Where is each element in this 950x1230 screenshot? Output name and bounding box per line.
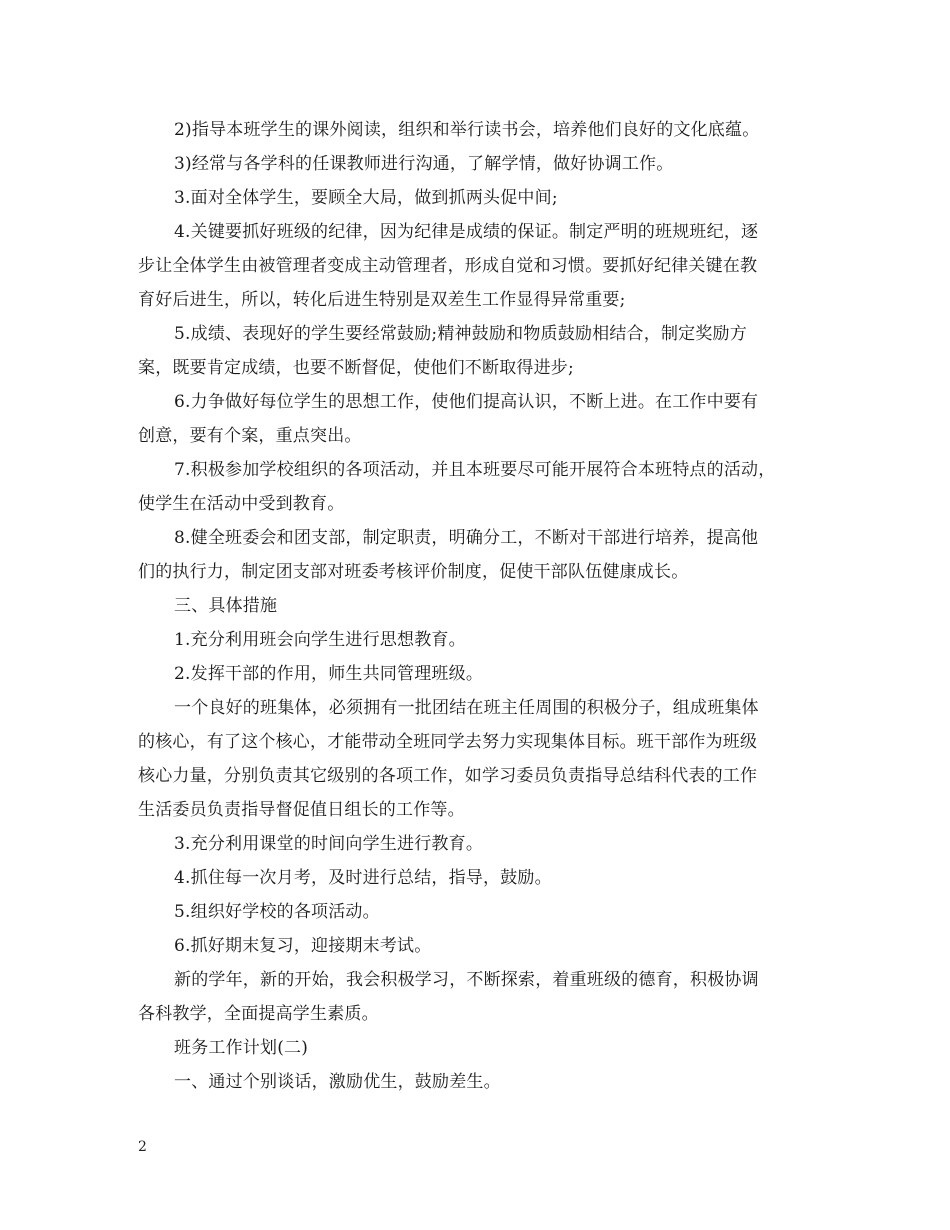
- paragraph-line-first: 3.充分利用课堂的时间向学生进行教育。: [174, 834, 484, 854]
- paragraph-line: 创意，要有个案，重点突出。: [138, 426, 362, 446]
- paragraph-line-first: 新的学年，新的开始，我会积极学习，不断探索，着重班级的德育，积极协调: [174, 970, 759, 990]
- paragraph-line-first: 5.组织好学校的各项活动。: [174, 902, 380, 922]
- paragraph-line-first: 班务工作计划(二): [174, 1038, 309, 1058]
- paragraph-line: 案，既要肯定成绩，也要不断督促，使他们不断取得进步;: [138, 358, 574, 378]
- paragraph-line-first: 4.抓住每一次月考，及时进行总结，指导，鼓励。: [174, 868, 552, 888]
- paragraph-line: 育好后进生，所以，转化后进生特别是双差生工作显得异常重要;: [138, 290, 626, 310]
- paragraph-line-first: 8.健全班委会和团支部，制定职责，明确分工，不断对干部进行培养，提高他: [174, 528, 759, 548]
- document-body: [138, 113, 818, 1099]
- paragraph-line-first: 6.力争做好每位学生的思想工作，使他们提高认识，不断上进。在工作中要有: [174, 392, 759, 412]
- paragraph-line-first: 6.抓好期末复习，迎接期末考试。: [174, 936, 432, 956]
- paragraph-line-first: 3.面对全体学生，要顾全大局，做到抓两头促中间;: [174, 188, 558, 208]
- paragraph-line: 们的执行力，制定团支部对班委考核评价制度，促使干部队伍健康成长。: [138, 562, 689, 582]
- paragraph-line-first: 4.关键要抓好班级的纪律，因为纪律是成绩的保证。制定严明的班规班纪，逐: [174, 222, 759, 242]
- paragraph-line-first: 2)指导本班学生的课外阅读，组织和举行读书会，培养他们良好的文化底蕴。: [174, 120, 760, 140]
- paragraph-line-first: 一、通过个别谈话，激励优生，鼓励差生。: [174, 1072, 501, 1092]
- paragraph-line-first: 7.积极参加学校组织的各项活动，并且本班要尽可能开展符合本班特点的活动，: [174, 460, 776, 480]
- paragraph-line: 生活委员负责指导督促值日组长的工作等。: [138, 800, 465, 820]
- paragraph-line: 步让全体学生由被管理者变成主动管理者，形成自觉和习惯。要抓好纪律关键在教: [138, 256, 758, 276]
- paragraph-line: 使学生在活动中受到教育。: [138, 494, 345, 514]
- paragraph-line-first: 5.成绩、表现好的学生要经常鼓励;精神鼓励和物质鼓励相结合，制定奖励方: [174, 324, 747, 344]
- page-number: 2: [138, 1139, 147, 1155]
- paragraph-line: 核心力量，分别负责其它级别的各项工作，如学习委员负责指导总结科代表的工作: [138, 766, 758, 786]
- paragraph-line-first: 一个良好的班集体，必须拥有一批团结在班主任周围的积极分子，组成班集体: [174, 698, 759, 718]
- paragraph-line: 的核心，有了这个核心，才能带动全班同学去努力实现集体目标。班干部作为班级: [138, 732, 758, 752]
- paragraph-line-first: 1.充分利用班会向学生进行思想教育。: [174, 630, 466, 650]
- paragraph-line-first: 三、具体措施: [174, 596, 278, 616]
- paragraph-line-first: 2.发挥干部的作用，师生共同管理班级。: [174, 664, 484, 684]
- paragraph-line: 各科教学，全面提高学生素质。: [138, 1004, 379, 1024]
- paragraph-line-first: 3)经常与各学科的任课教师进行沟通，了解学情，做好协调工作。: [174, 154, 674, 174]
